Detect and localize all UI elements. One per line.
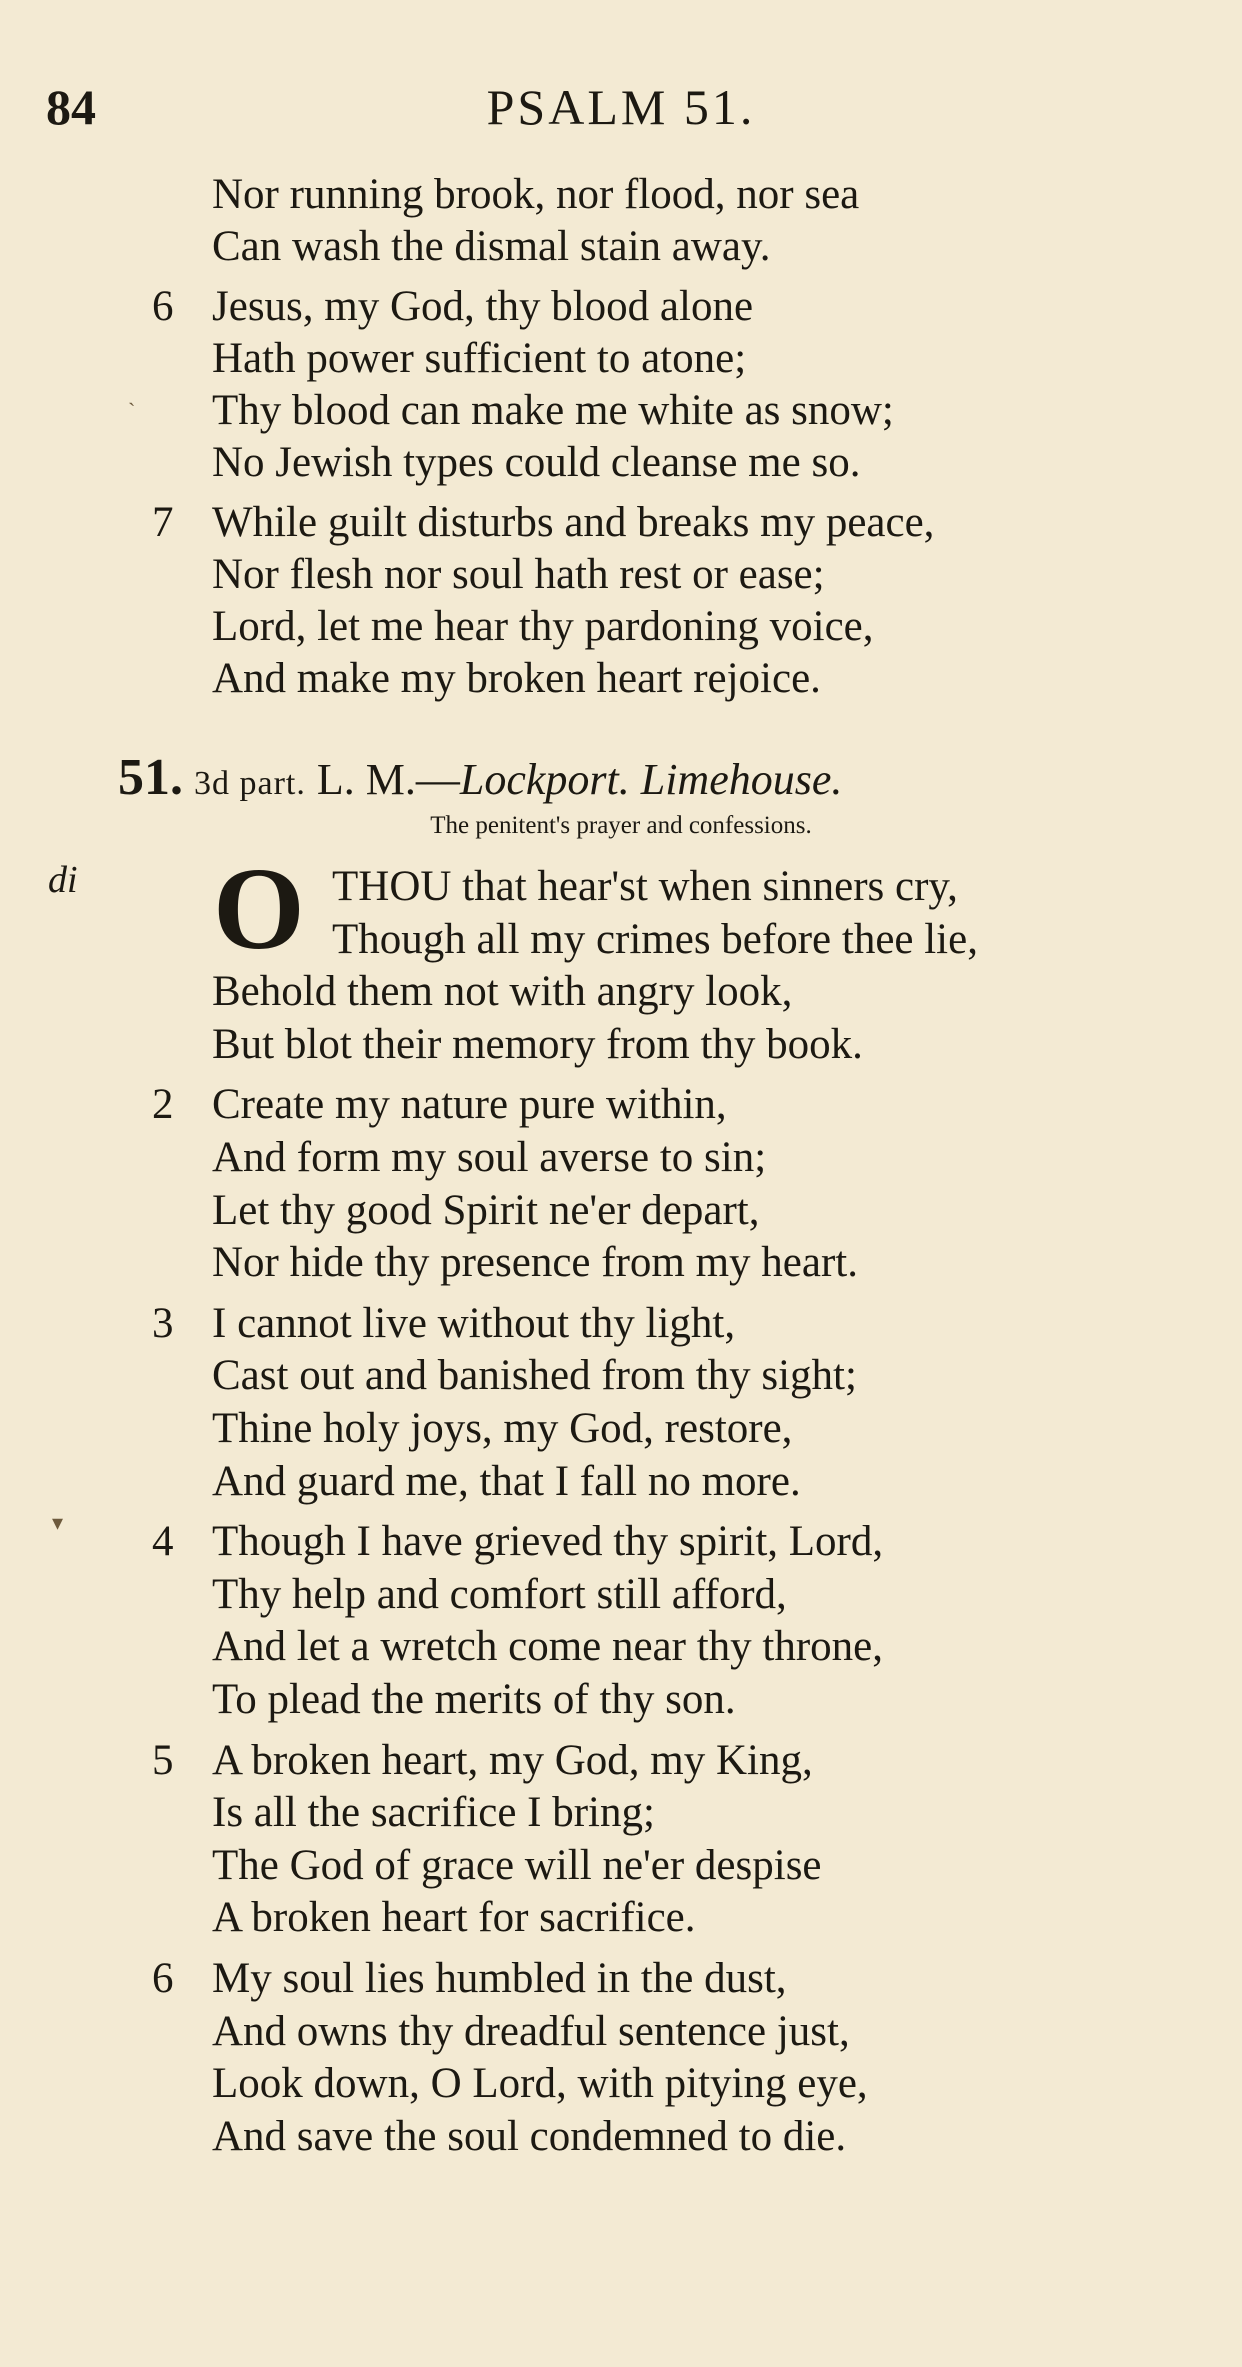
verse-text: Create my nature pure within, [212,1081,727,1129]
hymn-number: 51. [118,749,183,806]
verse-text: Cast out and banished from thy sight; [212,1352,857,1400]
verse-line [0,1020,1242,1072]
verse-text: And owns thy dreadful sentence just, [212,2007,850,2055]
verse-text: And save the soul condemned to die. [212,2112,847,2160]
verse-line [0,1299,1242,1351]
verse-line [0,282,1242,334]
verse-number: 7 [152,499,174,546]
verse-text: Thy help and comfort still afford, [212,1570,787,1618]
verse-line [0,967,1242,1019]
verse-line [0,222,1242,274]
verse-line [0,2059,1242,2111]
hymn-heading [118,748,842,808]
verse-line [0,654,1242,706]
verse-text: My soul lies humbled in the dust, [212,1955,787,2002]
print-speck: ▾ [52,1510,64,1535]
verse-line [0,1404,1242,1456]
verse-text: And let a wretch come near thy throne, [212,1623,884,1671]
verse-text: And guard me, that I fall no more. [212,1457,801,1505]
verse-line [0,2112,1242,2164]
verse-line [0,1622,1242,1674]
verse-text: And form my soul averse to sin; [212,1134,767,1181]
verse-text: Can wash the dismal stain away. [212,223,771,270]
verse-text: Thy blood can make me white as snow; [212,387,894,434]
verse-text: Thine holy joys, my God, restore, [212,1405,793,1452]
verse-line [0,334,1242,386]
verse-number: 6 [152,1955,174,2002]
verse-line [0,438,1242,490]
verse-number: 6 [152,283,174,330]
verse-text: A broken heart, my God, my King, [212,1736,813,1784]
verse-text: Nor hide thy presence from my heart. [212,1239,858,1287]
verse-number: 3 [152,1299,174,1347]
verse-line [0,1517,1242,1569]
hymn-tunes: Lockport. Limehouse. [459,755,843,804]
verse-line [0,1841,1242,1893]
verse-line [0,1788,1242,1840]
verse-text: Is all the sacrifice I bring; [212,1789,655,1837]
verse-text: But blot their memory from thy book. [212,1020,863,1068]
verse-text: Behold them not with angry look, [212,968,793,1016]
verse-text: Let thy good Spirit ne'er depart, [212,1186,760,1234]
verse-line [0,498,1242,550]
drop-cap: O [213,843,305,974]
verse-line [0,602,1242,654]
verse-line [0,1570,1242,1622]
hymn-subtitle: The penitent's prayer and confessions. [430,812,812,839]
verse-line [0,915,1242,967]
verse-text: Though all my crimes before thee lie, [332,915,978,963]
verse-text: While guilt disturbs and breaks my peace, [212,499,935,546]
verse-line [0,1893,1242,1945]
verse-line [0,1457,1242,1509]
verse-line [0,550,1242,602]
print-speck: ` [128,398,136,423]
verse-line [0,862,1242,914]
verse-text: A broken heart for sacrifice. [212,1894,696,1942]
verse-text: I cannot live without thy light, [212,1299,736,1347]
hymn-part: 3d part. [194,765,306,802]
verse-text: Nor running brook, nor flood, nor sea [212,171,860,218]
verse-text: No Jewish types could cleanse me so. [212,439,861,486]
verse-text: Though I have grieved thy spirit, Lord, [212,1518,884,1566]
verse-number: 5 [152,1736,174,1784]
verse-number: 4 [152,1518,174,1566]
verse-text: Jesus, my God, thy blood alone [212,283,754,330]
verse-text: To plead the merits of thy son. [212,1676,736,1723]
verse-line [0,1080,1242,1132]
verse-line [0,1675,1242,1727]
verse-number: 2 [152,1081,174,1129]
verse-text: Nor flesh nor soul hath rest or ease; [212,551,825,598]
verse-line [0,386,1242,438]
verse-line [0,1186,1242,1238]
page-header [0,78,1242,148]
verse-line [0,1351,1242,1403]
running-title: PSALM 51. [486,79,756,135]
verse-line [0,1736,1242,1788]
margin-note: di [48,859,78,901]
verse-line [0,170,1242,222]
verse-line [0,1954,1242,2006]
hymn-meter: L. M.— [316,755,460,804]
verse-text: And make my broken heart rejoice. [212,655,821,702]
page-number: 84 [46,79,96,135]
verse-text: Lord, let me hear thy pardoning voice, [212,603,874,650]
verse-line [0,1238,1242,1290]
verse-text: THOU that hear'st when sinners cry, [332,863,958,910]
verse-text: Look down, O Lord, with pitying eye, [212,2060,868,2108]
verse-text: The God of grace will ne'er despise [212,1841,822,1889]
verse-line [0,1133,1242,1185]
verse-line [0,2007,1242,2059]
verse-text: Hath power sufficient to atone; [212,335,747,382]
